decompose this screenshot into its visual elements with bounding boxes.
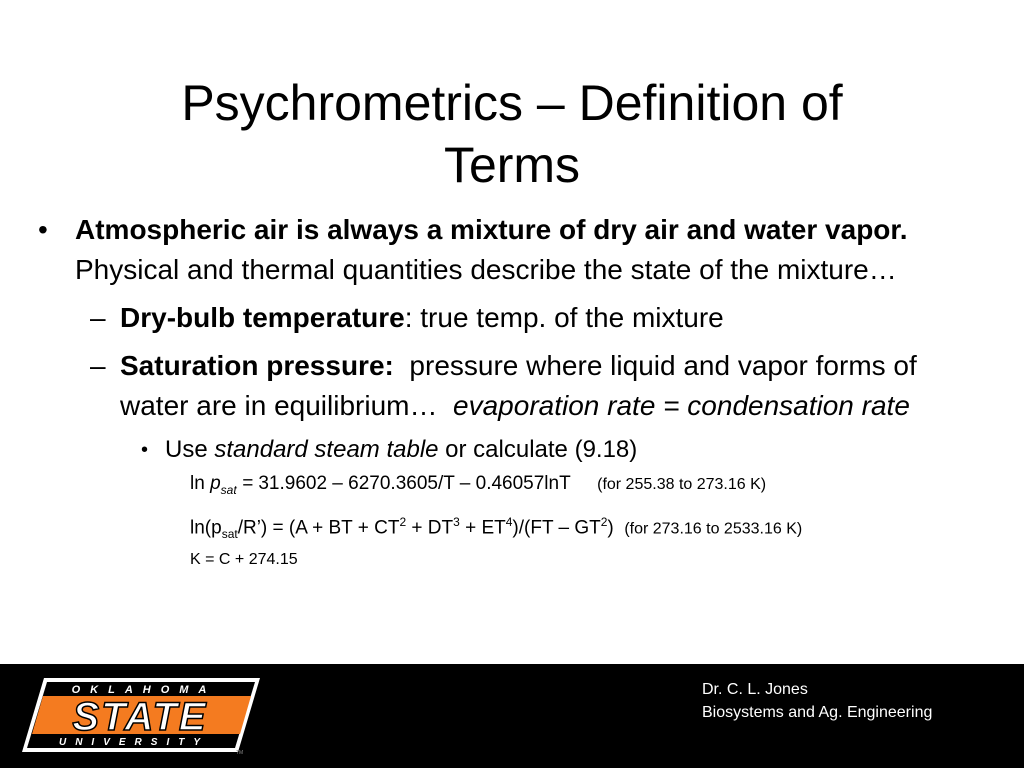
logo-top-text: OKLAHOMA xyxy=(71,684,217,696)
eq2-sup-2a: 2 xyxy=(399,514,407,529)
saturation-pressure-term: Saturation pressure: xyxy=(120,350,394,381)
eq1-p: p xyxy=(210,473,221,494)
eq2-sup-4: 4 xyxy=(505,514,513,529)
eq2-sup-3: 3 xyxy=(453,514,460,529)
eq2-part6: ) xyxy=(607,517,614,539)
bullet-icon: • xyxy=(38,214,48,245)
eq1-sat: sat xyxy=(220,482,237,497)
author-department: Biosystems and Ag. Engineering xyxy=(702,704,933,721)
eq1-range: (for 255.38 to 273.16 K) xyxy=(597,476,767,493)
eq2-part5: )/(FT – GT xyxy=(512,517,601,539)
steam-table-suffix: or calculate (9.18) xyxy=(445,436,638,463)
title-line-2: Terms xyxy=(443,137,581,193)
dash-icon: – xyxy=(90,350,106,381)
eq1-body: 31.9602 – 6270.3605/T – 0.46057lnT xyxy=(258,473,571,494)
bullet-point-atmospheric-air xyxy=(0,210,995,290)
dry-bulb-definition: : true temp. of the mixture xyxy=(404,302,724,333)
eq2-range: (for 273.16 to 2533.16 K) xyxy=(624,520,803,538)
saturation-pressure-italic: evaporation rate = condensation rate xyxy=(453,390,910,421)
author-credit xyxy=(702,678,932,724)
eq2-sup-2b: 2 xyxy=(600,514,608,529)
eq2-part4: + ET xyxy=(459,517,506,539)
logo-bottom-text: UNIVERSITY xyxy=(58,737,210,748)
saturation-pressure-definition: pressure where liquid and vapor forms of water are in equilibrium… xyxy=(120,350,917,421)
steam-table-prefix: Use xyxy=(165,436,208,463)
equation-line-2 xyxy=(0,508,1024,548)
title-line-1: Psychrometrics – Definition of xyxy=(181,75,843,131)
equation-line-3: K = C + 274.15 xyxy=(190,550,298,568)
eq2-part3: + DT xyxy=(406,517,454,539)
equation-line-1 xyxy=(0,470,1024,504)
atmospheric-air-text: Physical and thermal quantities describe the state of the mixture… xyxy=(75,254,897,285)
oklahoma-state-logo xyxy=(22,676,262,756)
slide-title xyxy=(40,72,984,196)
logo-main-text: STATE xyxy=(72,695,208,739)
footer-bar xyxy=(0,664,1024,768)
eq1-ln: ln xyxy=(190,473,205,494)
steam-table-italic: standard steam table xyxy=(214,436,439,463)
sub-point-dry-bulb xyxy=(0,298,980,338)
eq2-part2: /R’) = (A + BT + CT xyxy=(237,517,400,539)
dash-icon: – xyxy=(90,302,106,333)
eq2-sat: sat xyxy=(221,526,238,541)
dry-bulb-term: Dry-bulb temperature xyxy=(120,302,405,333)
logo-tm-text: TM xyxy=(236,750,244,756)
eq1-equals: = xyxy=(241,473,254,494)
sub-point-saturation-pressure xyxy=(0,346,980,426)
atmospheric-air-bold: Atmospheric air is always a mixture of dry air and water vapor. xyxy=(75,214,908,245)
bullet-icon: • xyxy=(141,439,149,461)
author-name: Dr. C. L. Jones xyxy=(702,681,808,698)
slide-content xyxy=(0,210,1024,572)
sub-sub-point-steam-table xyxy=(0,434,985,466)
eq2-part1: ln(p xyxy=(190,517,222,539)
